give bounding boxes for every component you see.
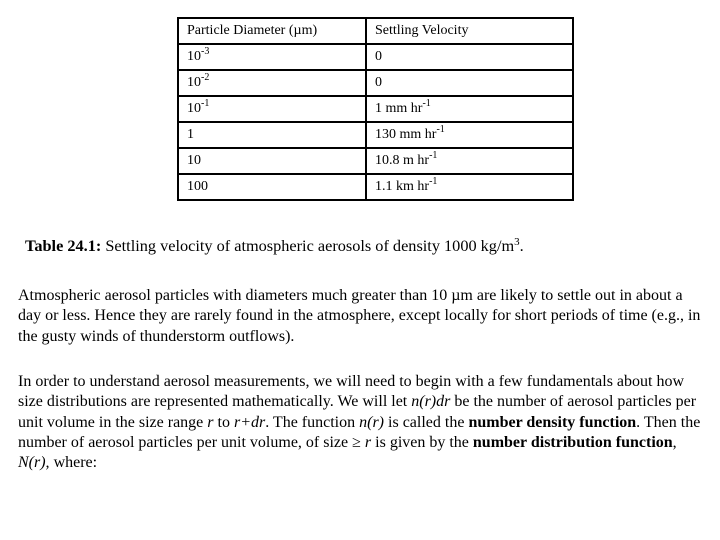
diameter-cell: 100 — [178, 174, 366, 200]
velocity-cell: 0 — [366, 70, 573, 96]
caption-end: . — [519, 236, 524, 255]
table-caption — [25, 236, 524, 256]
caption-label: Table 24.1: — [25, 236, 102, 255]
caption-text: Settling velocity of atmospheric aerosols of density 1000 kg/m — [101, 236, 515, 255]
diameter-cell: $10^{-2}$ — [178, 70, 366, 96]
table-row — [178, 96, 573, 122]
term-number-density-function: number density function — [468, 413, 637, 431]
diameter-cell: $10^{-1}$ — [178, 96, 366, 122]
velocity-cell: 0 — [366, 44, 573, 70]
header-particle-diameter: Particle Diameter (µm) — [178, 18, 366, 44]
velocity-cell: 130 mm $hr^{-1}$ — [366, 122, 573, 148]
table-row — [178, 44, 573, 70]
table-row — [178, 70, 573, 96]
table-row — [178, 174, 573, 200]
diameter-cell: 1 — [178, 122, 366, 148]
velocity-cell: 1.1 km $hr^{-1}$ — [366, 174, 573, 200]
settling-velocity-table — [177, 17, 574, 201]
diameter-cell: 10 — [178, 148, 366, 174]
velocity-cell: 1 mm $hr^{-1}$ — [366, 96, 573, 122]
paragraph-settling: Atmospheric aerosol particles with diameters much greater than 10 µm are likely to settle out in about a day or less. Hence they are rarely found in the atmosphere, except locally for short periods of time (e.g., in the gusty winds of thunderstorm outflows). — [18, 287, 701, 345]
caption-exponent: 3 — [514, 236, 520, 248]
table-row — [178, 122, 573, 148]
table-header-row — [178, 18, 573, 44]
table-row — [178, 148, 573, 174]
term-N-r: N(r), — [18, 454, 50, 472]
velocity-cell: 10.8 m $hr^{-1}$ — [366, 148, 573, 174]
diameter-cell: $10^{-3}$ — [178, 44, 366, 70]
term-number-distribution-function: number distribution function — [472, 433, 673, 451]
term-n-r-dr: n(r)dr — [411, 393, 451, 411]
header-settling-velocity: Settling Velocity — [366, 18, 573, 44]
paragraph-size-distribution: In order to understand aerosol measurements, we will need to begin with a few fundamentals about how size distributions are represented mathematically. We will let n(r)dr be the number of aerosol particles per unit volume in the size range r to r+dr. The function n(r) is called the number density function. Then the number of aerosol particles per unit volume, of size ≥ r is given by the number distribution function, N(r), where: — [18, 373, 701, 472]
